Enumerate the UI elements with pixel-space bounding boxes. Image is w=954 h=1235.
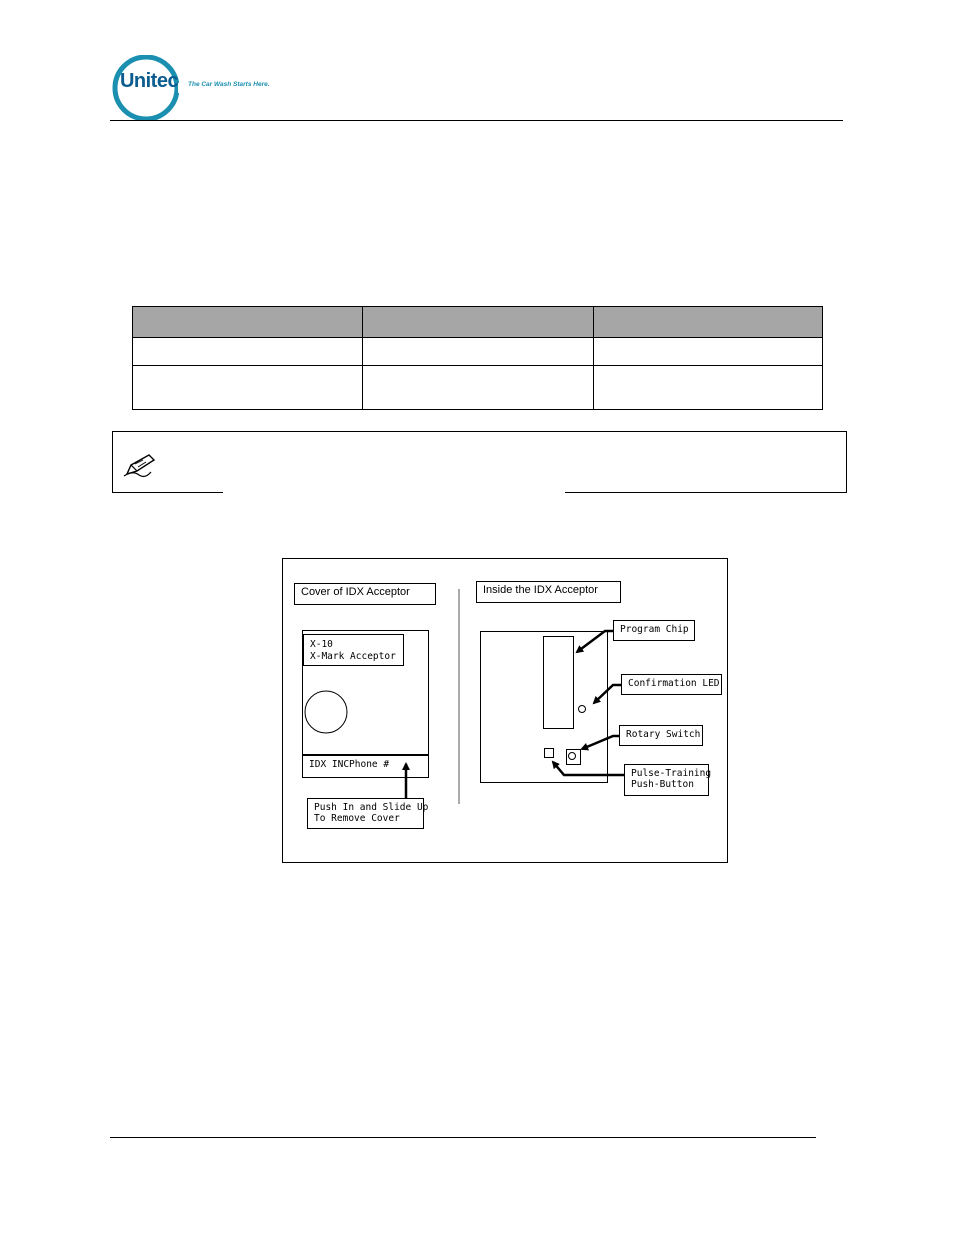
logo-tagline: The Car Wash Starts Here. xyxy=(188,81,270,88)
table-header-cell xyxy=(363,307,594,338)
cover-footer-text: IDX INCPhone # xyxy=(309,759,390,770)
note-box-gap xyxy=(223,490,565,494)
note-box xyxy=(112,431,847,493)
arrow-program-chip xyxy=(577,631,613,652)
table-header-row xyxy=(133,307,823,338)
unitec-logo xyxy=(108,55,268,121)
table-header-cell xyxy=(133,307,363,338)
table-cell xyxy=(594,338,823,366)
logo-wordmark: Unitec xyxy=(119,70,179,92)
cover-label-line2: X-Mark Acceptor xyxy=(310,651,396,662)
rotary-switch-knob xyxy=(569,753,576,760)
idx-acceptor-figure xyxy=(282,558,728,863)
table-cell xyxy=(363,366,594,410)
confirmation-led xyxy=(579,706,586,713)
table-header-cell xyxy=(594,307,823,338)
table-row xyxy=(133,366,823,410)
table-cell xyxy=(363,338,594,366)
arrow-pulse-training xyxy=(553,762,624,775)
arrow-confirmation-led xyxy=(594,685,621,703)
cover-window-circle xyxy=(305,691,347,733)
inside-title-label: Inside the IDX Acceptor xyxy=(476,581,621,603)
callout-pulse-line2: Push-Button xyxy=(631,779,694,790)
callout-confirmation-led: Confirmation LED xyxy=(621,674,722,695)
callout-program-chip: Program Chip xyxy=(613,620,695,641)
table-cell xyxy=(594,366,823,410)
callout-pulse-line1: Pulse-Training xyxy=(631,768,712,779)
table-cell xyxy=(133,366,363,410)
table-cell xyxy=(133,338,363,366)
note-pen-icon xyxy=(121,450,161,480)
table-row xyxy=(133,338,823,366)
cover-callout-line1: Push In and Slide Up xyxy=(314,802,429,813)
header-rule xyxy=(110,120,843,121)
callout-rotary-switch: Rotary Switch xyxy=(619,725,703,746)
footer-rule xyxy=(110,1137,816,1138)
cover-callout-line2: To Remove Cover xyxy=(314,813,400,824)
arrow-rotary-switch xyxy=(582,736,619,749)
cover-title-label: Cover of IDX Acceptor xyxy=(294,583,436,605)
figure-lines xyxy=(283,559,729,864)
spec-table xyxy=(132,306,823,410)
cover-label-line1: X-10 xyxy=(310,639,333,650)
